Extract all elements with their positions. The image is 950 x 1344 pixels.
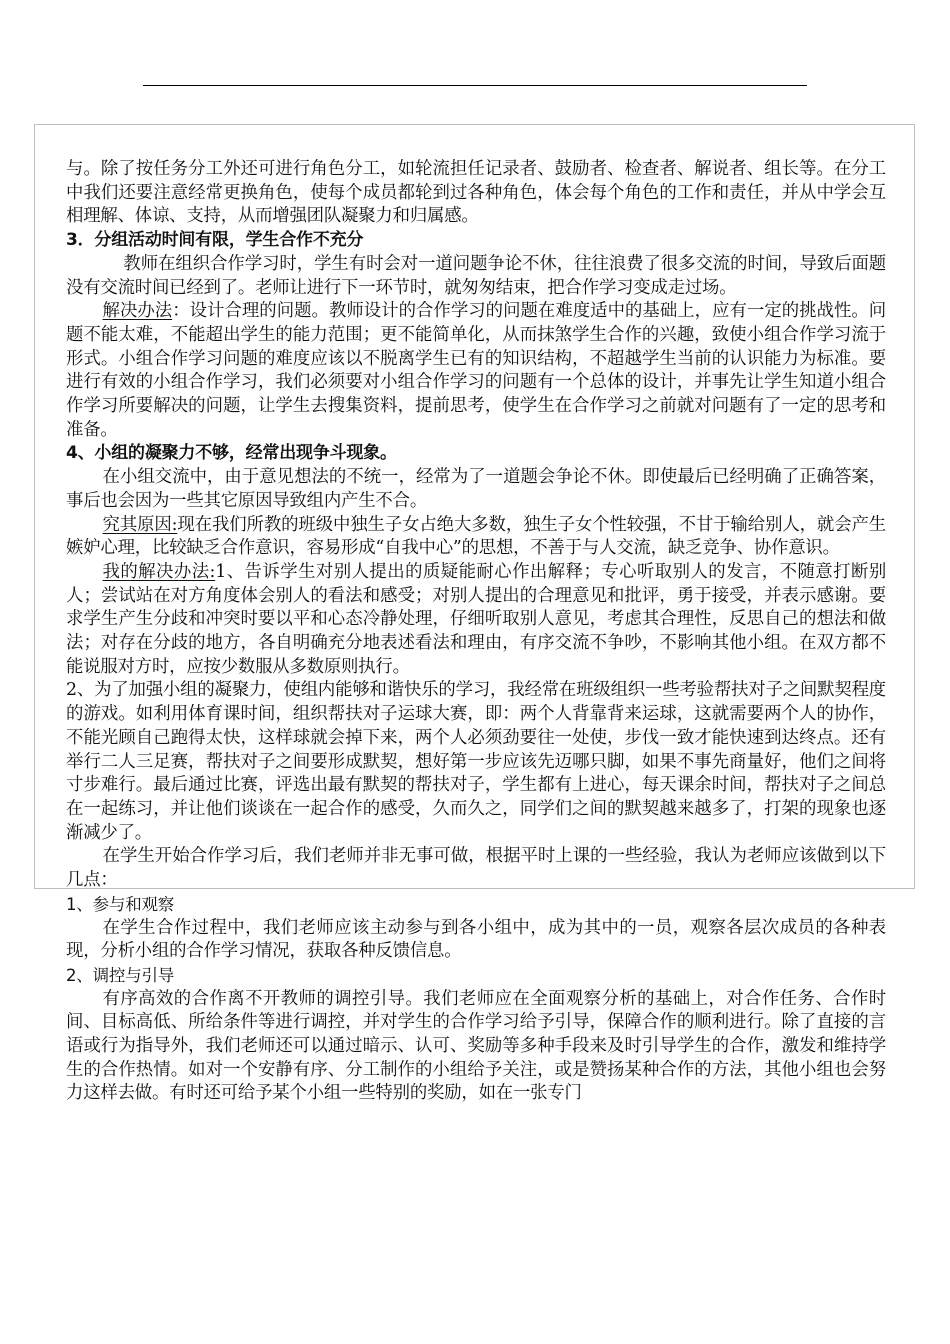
solution-label: 解决办法 (102, 301, 173, 322)
my-solution-label: 我的解决办法: (102, 561, 216, 582)
header-rule (143, 85, 807, 86)
cause-text: 现在我们所教的班级中独生子女占绝大多数，独生子女个性较强，不甘于输给别人，就会产生嫉妒心理，比较缺乏合作意识，容易形成“自我中心”的思想，不善于与人交流，缺乏竞争、协作意识。 (66, 514, 886, 559)
paragraph-teacher-role: 在学生开始合作学习后，我们老师并非无事可做，根据平时上课的一些经验，我认为老师应该做到以下几点： (66, 846, 886, 891)
paragraph-disagreement: 在小组交流中，由于意见想法的不统一，经常为了一道题会争论不休。即使最后已经明确了正确答案，事后也会因为一些其它原因导致组内产生不合。 (66, 467, 886, 511)
paragraph-my-solution (66, 561, 886, 680)
paragraph-participate: 在学生合作过程中，我们老师应该主动参与到各小组中，成为其中的一员，观察各层次成员的各种表现，分析小组的合作学习情况，获取各种反馈信息。 (66, 917, 886, 962)
cause-label: 究其原因: (102, 514, 178, 535)
heading-section-4: 4、小组的凝聚力不够，经常出现争斗现象。 (66, 443, 397, 464)
paragraph-role-division: 与。除了按任务分工外还可进行角色分工，如轮流担任记录者、鼓励者、检查者、解说者、组长等。在分工中我们还要注意经常更换角色，使每个成员都轮到过各种角色，体会每个角色的工作和责任，并从中学会互相理解、体谅、支持，从而增强团队凝聚力和归属感。 (66, 159, 886, 227)
paragraph-cause (66, 514, 886, 561)
paragraph-time-limited: 教师在组织合作学习时，学生有时会对一道问题争论不休，往往浪费了很多交流的时间，导致后面题没有交流时间已经到了。老师让进行下一环节时，就匆匆结束，把合作学习变成走过场。 (66, 253, 886, 298)
paragraph-regulate: 有序高效的合作离不开教师的调控引导。我们老师应在全面观察分析的基础上，对合作任务、合作时间、目标高低、所给条件等进行调控，并对学生的合作学习给予引导，保障合作的顺利进行。除了直接的言语或行为指导外，我们老师还可以通过暗示、认可、奖励等多种手段来及时引导学生的合作，激发和维持学生的合作热情。如对一个安静有序、分工制作的小组给予关注，或是赞扬某种合作的方法，其他小组也会努力这样去做。有时还可给予某个小组一些特别的奖励，如在一张专门 (66, 988, 886, 1104)
paragraph-cohesion-games: 2、为了加强小组的凝聚力，使组内能够和谐快乐的学习，我经常在班级组织一些考验帮扶对子之间默契程度的游戏。如利用体育课时间，组织帮扶对子运球大赛，即：两个人背靠背来运球，这就需要两个人的协作，不能光顾自己跑得太快，这样球就会掉下来，两个人必须劲要往一处使，步伐一致才能快速到达终点。还有举行二人三足赛，帮扶对子之间要形成默契，想好第一步应该先迈哪只脚，如果不事先商量好，他们之间将寸步难行。最后通过比赛，评选出最有默契的帮扶对子，学生都有上进心，每天课余时间，帮扶对子之间总在一起练习，并让他们谈谈在一起合作的感受，久而久之，同学们之间的默契越来越多了，打架的现象也逐渐减少了。 (66, 680, 886, 843)
document-body (66, 158, 886, 1106)
heading-section-3: 3．分组活动时间有限，学生合作不充分 (66, 230, 364, 251)
subheading-participate: 1、参与和观察 (66, 894, 175, 914)
subheading-regulate: 2、调控与引导 (66, 965, 175, 985)
my-solution-text: 1、告诉学生对别人提出的质疑能耐心作出解释；专心听取别人的发言，不随意打断别人；尝试站在对方角度体会别人的看法和感受；对别人提出的合理意见和批评，勇于接受，并表示感谢。要求学生产生分歧和冲突时要以平和心态冷静处理，仔细听取别人意见，考虑其合理性，反思自己的想法和做法；对存在分歧的地方，各自明确充分地表述看法和理由，有序交流不争吵，不影响其他小组。在双方都不能说服对方时，应按少数服从多数原则执行。 (66, 561, 887, 677)
solution-text: ：设计合理的问题。教师设计的合作学习的问题在难度适中的基础上，应有一定的挑战性。问题不能太难，不能超出学生的能力范围；更不能简单化，从而抹煞学生合作的兴趣，致使小组合作学习流于形式。小组合作学习问题的难度应该以不脱离学生已有的知识结构，不超越学生当前的认识能力为标准。要进行有效的小组合作学习，我们必须要对小组合作学习的问题有一个总体的设计，并事先让学生知道小组合作学习所要解决的问题，让学生去搜集资料，提前思考，使学生在合作学习之前就对问题有了一定的思考和准备。 (66, 301, 887, 440)
paragraph-solution-1 (66, 300, 886, 442)
